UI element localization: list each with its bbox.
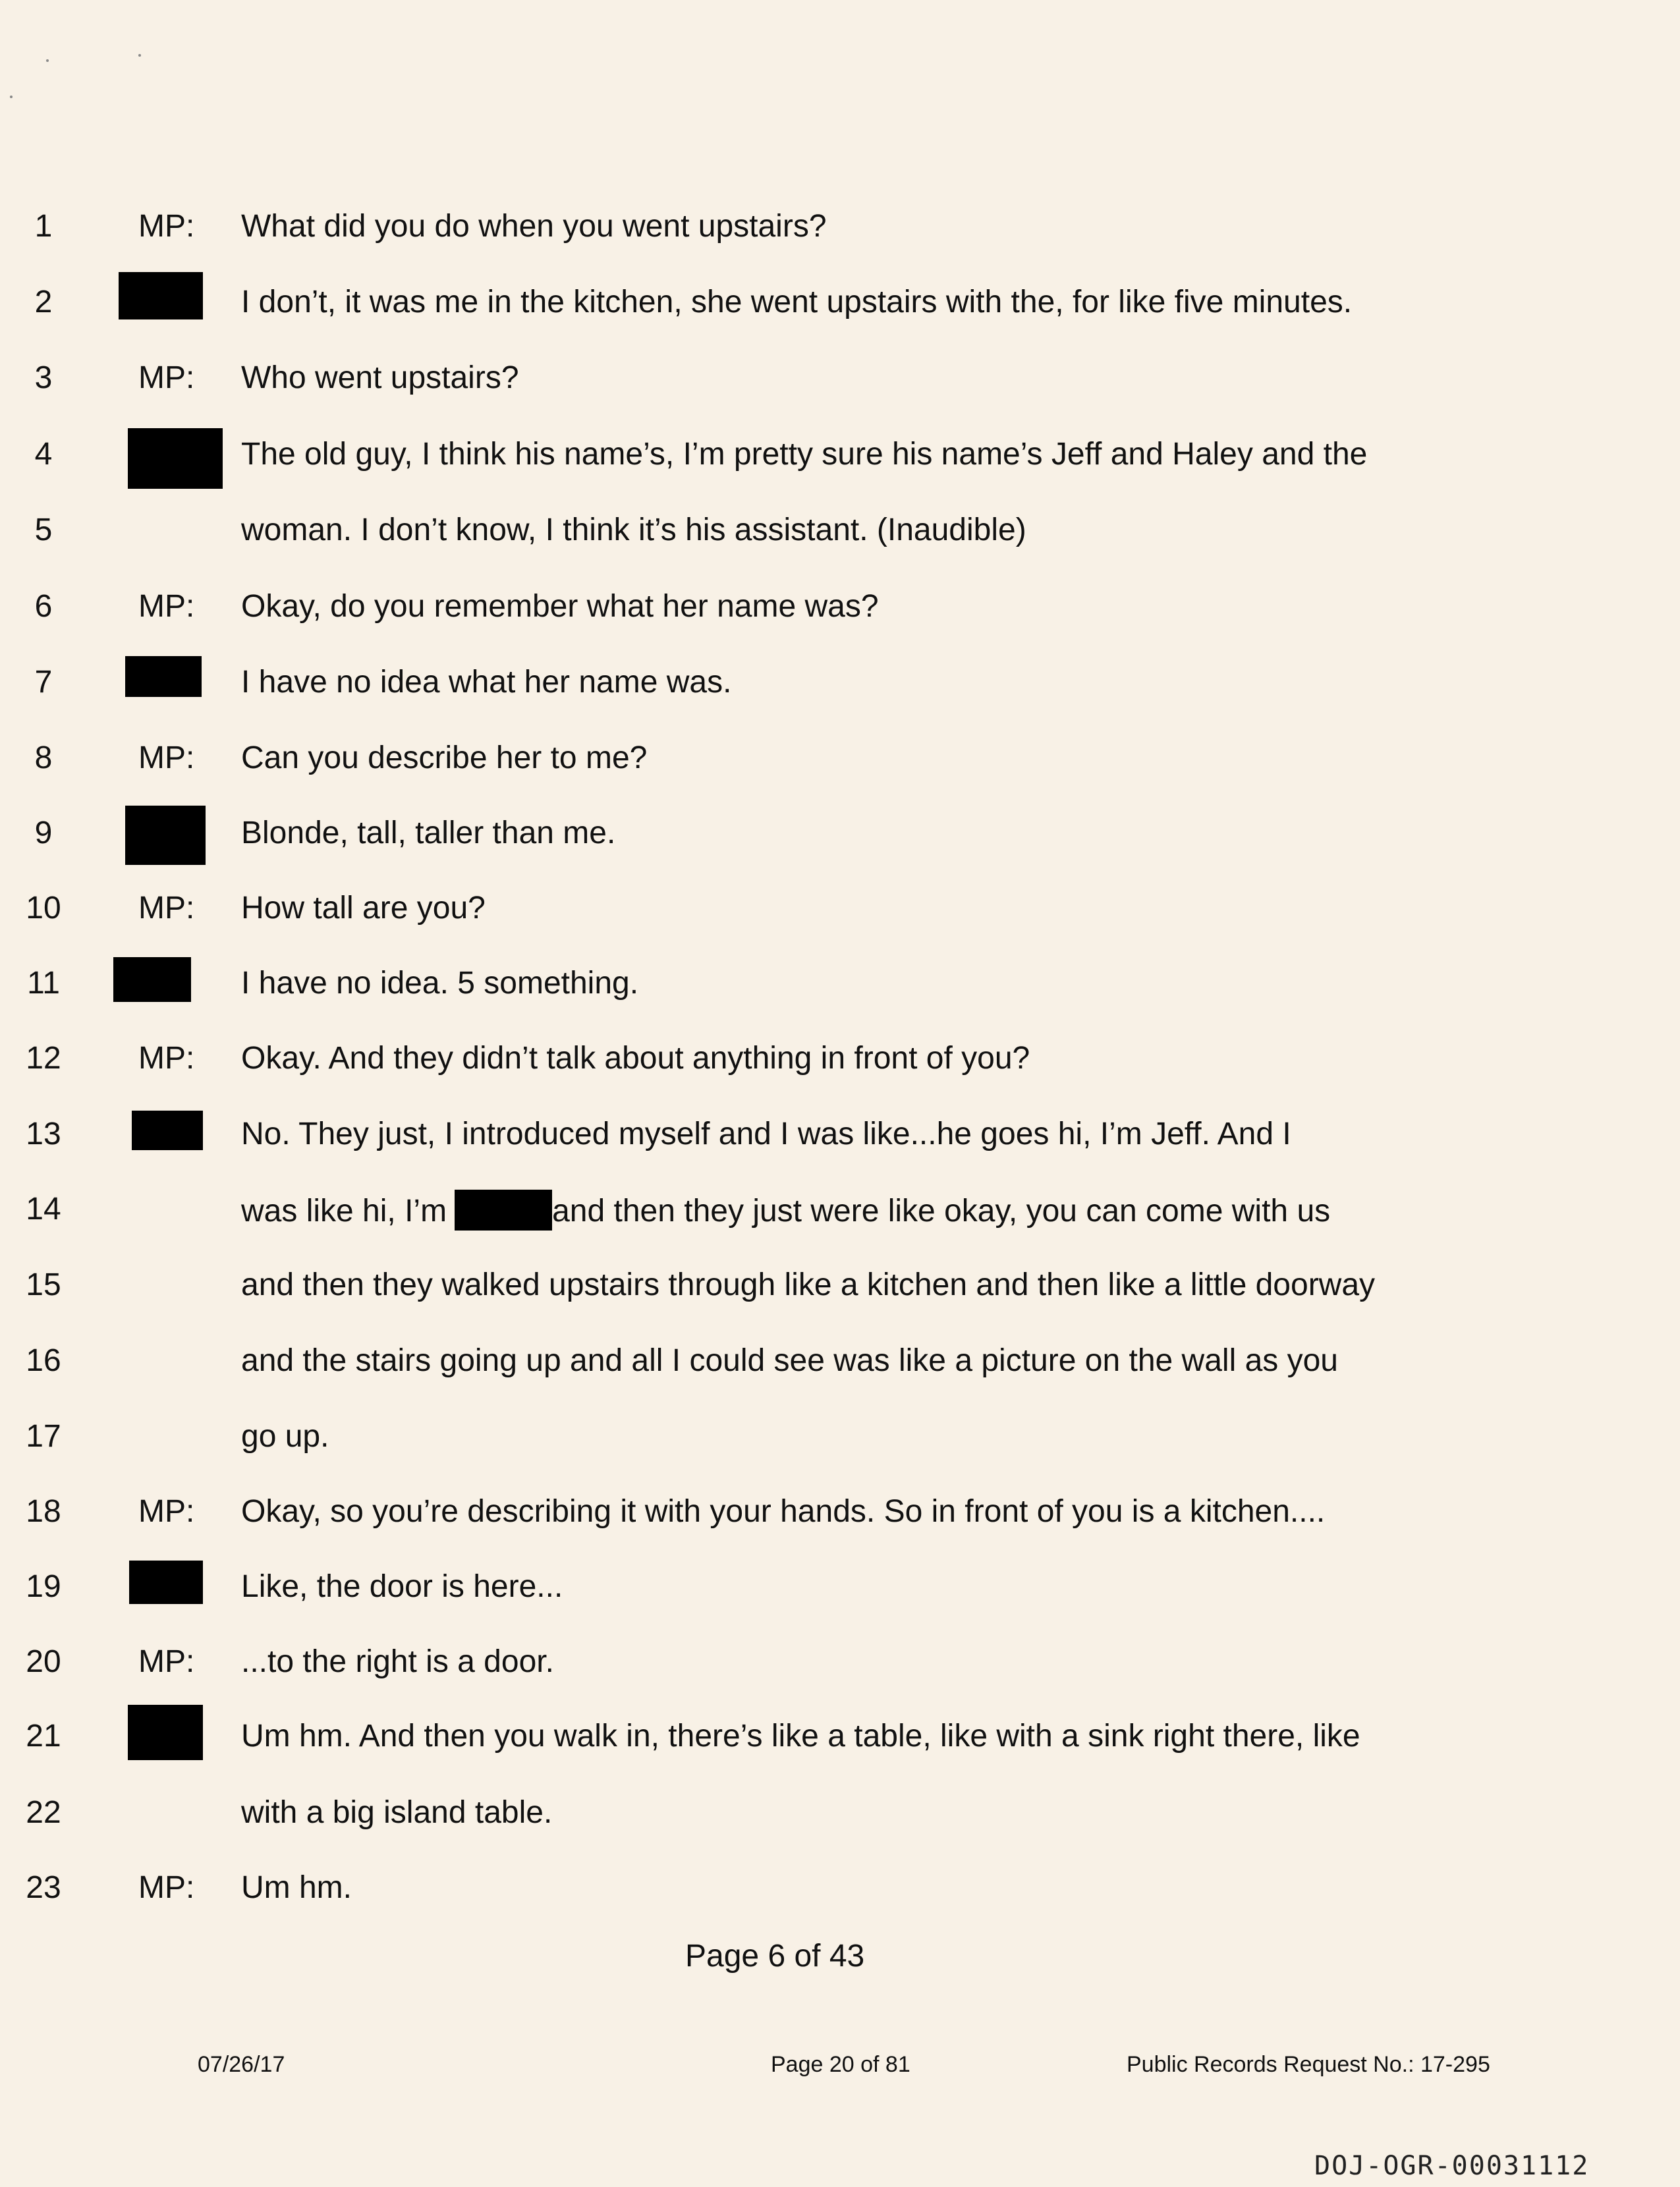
transcript-line [0,200,1680,253]
speaker-label: MP: [138,209,195,244]
transcript-line [0,957,1680,1010]
transcript-line [0,1786,1680,1839]
scan-speck [138,54,141,57]
transcript-line [0,807,1680,860]
speaker-label: MP: [138,589,195,624]
transcript-line [0,882,1680,935]
line-text: I have no idea. 5 something. [241,966,639,1001]
redaction-box [125,806,206,865]
redaction-box [128,1705,203,1760]
line-number: 12 [26,1041,61,1076]
line-text: Can you describe her to me? [241,740,648,775]
line-number: 10 [26,891,61,926]
line-number: 14 [26,1192,61,1227]
transcript-line [0,656,1680,709]
line-number: 4 [34,437,53,472]
line-text-after-redaction: and then they just were like okay, you can come with us [552,1194,1331,1229]
line-text: and the stairs going up and all I could see was like a picture on the wall as you [241,1343,1338,1378]
line-number: 22 [26,1795,61,1830]
transcript-line [0,1032,1680,1085]
line-text: with a big island table. [241,1795,553,1830]
speaker-label: MP: [138,1041,195,1076]
speaker-label: MP: [138,1644,195,1679]
line-text: go up. [241,1419,329,1454]
line-text: The old guy, I think his name’s, I’m pretty sure his name’s Jeff and Haley and the [241,437,1368,472]
line-text: woman. I don’t know, I think it’s his assistant. (Inaudible) [241,512,1026,547]
footer-date: 07/26/17 [198,2052,285,2077]
transcript-line [0,1561,1680,1613]
line-text: I don’t, it was me in the kitchen, she went upstairs with the, for like five minutes. [241,285,1353,319]
speaker-label: MP: [138,1870,195,1905]
speaker-label: MP: [138,1494,195,1529]
line-text-before-redaction: was like hi, I’m [241,1194,447,1229]
inline-redaction-box [455,1190,552,1231]
line-text: Um hm. And then you walk in, there’s like a table, like with a sink right there, like [241,1719,1360,1754]
transcript-line [0,1636,1680,1688]
line-number: 2 [34,285,53,319]
line-number: 1 [34,209,53,244]
line-text: Like, the door is here... [241,1569,563,1604]
line-text: and then they walked upstairs through like a kitchen and then like a little doorway [241,1267,1376,1302]
line-number: 13 [26,1117,61,1151]
footer-request-number: Public Records Request No.: 17-295 [1127,2052,1490,2077]
line-number: 7 [34,665,53,700]
transcript-line [0,732,1680,785]
line-text: I have no idea what her name was. [241,665,732,700]
transcript-line [0,1108,1680,1161]
line-number: 18 [26,1494,61,1529]
redaction-box [119,272,203,319]
transcript-line [0,352,1680,404]
line-text: How tall are you? [241,891,486,926]
line-text: Um hm. [241,1870,352,1905]
line-text: Okay, do you remember what her name was? [241,589,879,624]
transcript-line [0,1259,1680,1312]
transcript-line [0,580,1680,633]
line-text: ...to the right is a door. [241,1644,554,1679]
redaction-box [125,656,202,697]
transcript-line [0,1335,1680,1387]
transcript-line [0,428,1680,481]
speaker-label: MP: [138,360,195,395]
bates-stamp: DOJ-OGR-00031112 [1314,2151,1590,2181]
transcript-line [0,1710,1680,1763]
transcript-line [0,1410,1680,1463]
line-number: 17 [26,1419,61,1454]
redaction-box [129,1561,203,1604]
line-number: 3 [34,360,53,395]
line-text: Who went upstairs? [241,360,519,395]
line-text: Blonde, tall, taller than me. [241,816,616,850]
line-number: 16 [26,1343,61,1378]
speaker-label: MP: [138,740,195,775]
transcript-line [0,1183,1680,1236]
line-text [241,1190,1330,1231]
line-number: 20 [26,1644,61,1679]
line-text: What did you do when you went upstairs? [241,209,827,244]
transcript-line [0,504,1680,557]
transcript-line [0,1485,1680,1538]
line-number: 5 [34,512,53,547]
line-number: 11 [27,966,60,1001]
line-number: 9 [34,816,53,850]
footer-page-number: Page 20 of 81 [771,2052,910,2077]
line-number: 15 [26,1267,61,1302]
transcript-line [0,1862,1680,1914]
redaction-box [113,957,191,1002]
line-text: Okay, so you’re describing it with your hands. So in front of you is a kitchen.... [241,1494,1326,1529]
line-number: 6 [34,589,53,624]
line-number: 19 [26,1569,61,1604]
redaction-box [128,428,223,489]
line-text: No. They just, I introduced myself and I was like...he goes hi, I’m Jeff. And I [241,1117,1291,1151]
redaction-box [132,1111,203,1150]
line-number: 8 [34,740,53,775]
speaker-label: MP: [138,891,195,926]
transcript-line [0,276,1680,329]
line-number: 23 [26,1870,61,1905]
line-text: Okay. And they didn’t talk about anything in front of you? [241,1041,1030,1076]
line-number: 21 [26,1719,61,1754]
page-number-label: Page 6 of 43 [685,1939,865,1974]
scan-speck [46,59,49,62]
scan-speck [10,96,13,98]
